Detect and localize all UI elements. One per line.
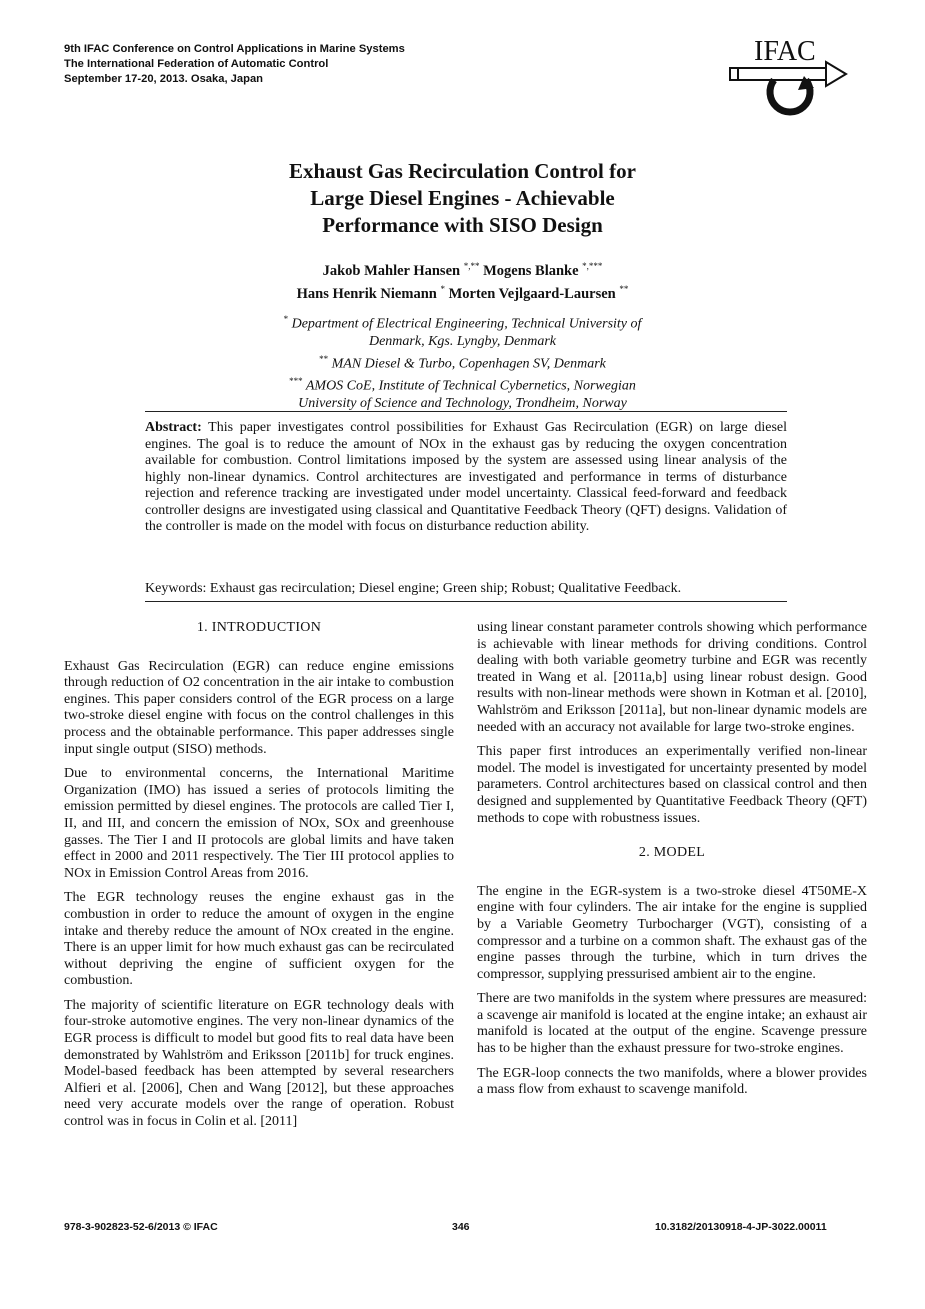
conference-header bbox=[64, 42, 405, 87]
left-column bbox=[64, 620, 454, 1139]
conference-name: 9th IFAC Conference on Control Applications in Marine Systems bbox=[64, 43, 405, 55]
affiliation-mark: ** bbox=[319, 353, 329, 364]
title-line-1: Exhaust Gas Recirculation Control for bbox=[289, 159, 636, 183]
abstract-top-rule bbox=[145, 411, 787, 412]
paper-title bbox=[150, 158, 775, 239]
paragraph: using linear constant parameter controls showing which performance is achievable with linear methods for driving conditions. Control dealing with both variable geometry turbine and EGR was recently treated in Wang et al. [2011a,b] using linear robust design. Good results with non-linear methods were shown in Kotman et al. [2010], Wahlström and Eriksson [2011a], but non-linear dynamic models are needed with an accuracy not available for large two-stroke engines. bbox=[477, 620, 867, 735]
affiliation-text: Denmark, Kgs. Lyngby, Denmark bbox=[368, 334, 556, 350]
affiliation-text: MAN Diesel & Turbo, Copenhagen SV, Denmark bbox=[331, 356, 606, 372]
author-list bbox=[150, 257, 775, 303]
section-heading-model: 2. MODEL bbox=[638, 845, 706, 861]
footer-doi: 10.3182/20130918-4-JP-3022.00011 bbox=[655, 1221, 827, 1233]
author-name: Jakob Mahler Hansen bbox=[322, 262, 461, 279]
author-affiliation-mark: ** bbox=[619, 283, 629, 294]
paragraph: The EGR technology reuses the engine exhaust gas in the combustion in order to reduce the amount of oxygen in the engine intake and thereby reduce the amount of NOx created in the engine. There is an upper limit for how much exhaust gas can be recirculated without depriving the engine of sufficient oxygen for the combustion. bbox=[64, 890, 454, 989]
conference-date-location: September 17-20, 2013. Osaka, Japan bbox=[64, 73, 264, 85]
affiliation-text: AMOS CoE, Institute of Technical Cybernetics, Norwegian bbox=[305, 378, 636, 394]
ifac-logo bbox=[722, 36, 852, 116]
ifac-logo-text: IFAC bbox=[754, 36, 816, 67]
abstract-text: This paper investigates control possibilities for Exhaust Gas Recirculation (EGR) on large diesel engines. The goal is to reduce the amount of NOx in the exhaust gas by reducing the oxygen concentration available for combustion. Control limitations imposed by the system are assessed using linear analysis of the highly non-linear dynamics. Control architectures are investigated and performance in terms of disturbance rejection and reference tracking are investigated under model uncertainty. Classical feed-forward and feedback controller designs are investigated using classical and Quantitative Feedback Theory (QFT) designs. Validation of the controller is made on the model with focus on disturbance reduction ability. bbox=[145, 420, 787, 534]
ifac-logo-graphic bbox=[722, 36, 852, 116]
paragraph: The EGR-loop connects the two manifolds, where a blower provides a mass flow from exhaust to scavenge manifold. bbox=[477, 1065, 867, 1098]
paragraph: There are two manifolds in the system where pressures are measured: a scavenge air manifold is located at the engine intake; an exhaust air manifold is located at the output of the engine. Scavenge pressure has to be higher than the exhaust pressure for two-stroke engines. bbox=[477, 991, 867, 1057]
author-name: Mogens Blanke bbox=[483, 262, 579, 279]
abstract-label: Abstract: bbox=[145, 420, 202, 435]
author-affiliation-mark: *,** bbox=[463, 261, 480, 271]
footer-isbn: 978-3-902823-52-6/2013 © IFAC bbox=[64, 1221, 218, 1233]
abstract bbox=[145, 420, 787, 536]
footer-page-number: 346 bbox=[452, 1221, 470, 1233]
affiliation-list bbox=[150, 311, 775, 412]
author-affiliation-mark: *,*** bbox=[582, 261, 603, 271]
abstract-bottom-rule bbox=[145, 601, 787, 602]
affiliation-mark: * bbox=[283, 314, 289, 324]
paragraph: Due to environmental concerns, the International Maritime Organization (IMO) has issued a series of protocols limiting the emission permitted by diesel engines. The protocols are called Tier I, II, and III, and concern the emission of NOx, SOx and greenhouse gasses. The Tier I and II protocols are global limits and have taken effect in 2000 and 2011 respectively. The Tier III protocol applies to NOx in Emission Control Areas from 2016. bbox=[64, 766, 454, 881]
author-name: Morten Vejlgaard-Laursen bbox=[448, 285, 616, 302]
affiliation-mark: *** bbox=[289, 375, 303, 386]
affiliation-text: University of Science and Technology, Trondheim, Norway bbox=[298, 395, 627, 411]
paragraph: Exhaust Gas Recirculation (EGR) can reduce engine emissions through reduction of O2 concentration in the air intake to combustion engines. This paper considers control of the EGR process on a large two-stroke diesel engine with focus on the control challenges in this process and the obtainable performance. This paper addresses single input single output (SISO) methods. bbox=[64, 658, 454, 757]
section-heading-introduction: 1. INTRODUCTION bbox=[196, 620, 322, 635]
title-line-2: Large Diesel Engines - Achievable bbox=[310, 186, 615, 210]
author-affiliation-mark: * bbox=[440, 283, 445, 294]
paragraph: This paper first introduces an experimentally verified non-linear model. The model is investigated for uncertainty presented by model parameters. Control architectures based on classical control and then designed and supplemented by Quantitative Feedback Theory (QFT) methods to cope with robustness issues. bbox=[477, 744, 867, 826]
keywords: Keywords: Exhaust gas recirculation; Diesel engine; Green ship; Robust; Qualitative Feedback. bbox=[145, 581, 682, 596]
right-column bbox=[477, 620, 867, 1107]
title-line-3: Performance with SISO Design bbox=[322, 213, 603, 237]
affiliation-text: Department of Electrical Engineering, Technical University of bbox=[291, 316, 642, 332]
federation-name: The International Federation of Automatic Control bbox=[64, 58, 329, 70]
author-name: Hans Henrik Niemann bbox=[296, 285, 437, 302]
paragraph: The engine in the EGR-system is a two-stroke diesel 4T50ME-X engine with four cylinders. The air intake for the engine is supplied by a Variable Geometry Turbocharger (VGT), consisting of a compressor and a turbine on a common shaft. The exhaust gas of the engine passes through the turbine, which in turn drives the compressor, supplying pressurised ambient air to the engine. bbox=[477, 883, 867, 982]
paragraph: The majority of scientific literature on EGR technology deals with four-stroke automotive engines. The very non-linear dynamics of the EGR process is difficult to model but good fits to real data have been demonstrated by Wahlström and Eriksson [2011b] for truck engines. Model-based feedback has been attempted by several researchers Alfieri et al. [2006], Chen and Wang [2012], but these approaches need very accurate models over the range of operation. Robust control was in focus in Colin et al. [2011] bbox=[64, 997, 454, 1130]
